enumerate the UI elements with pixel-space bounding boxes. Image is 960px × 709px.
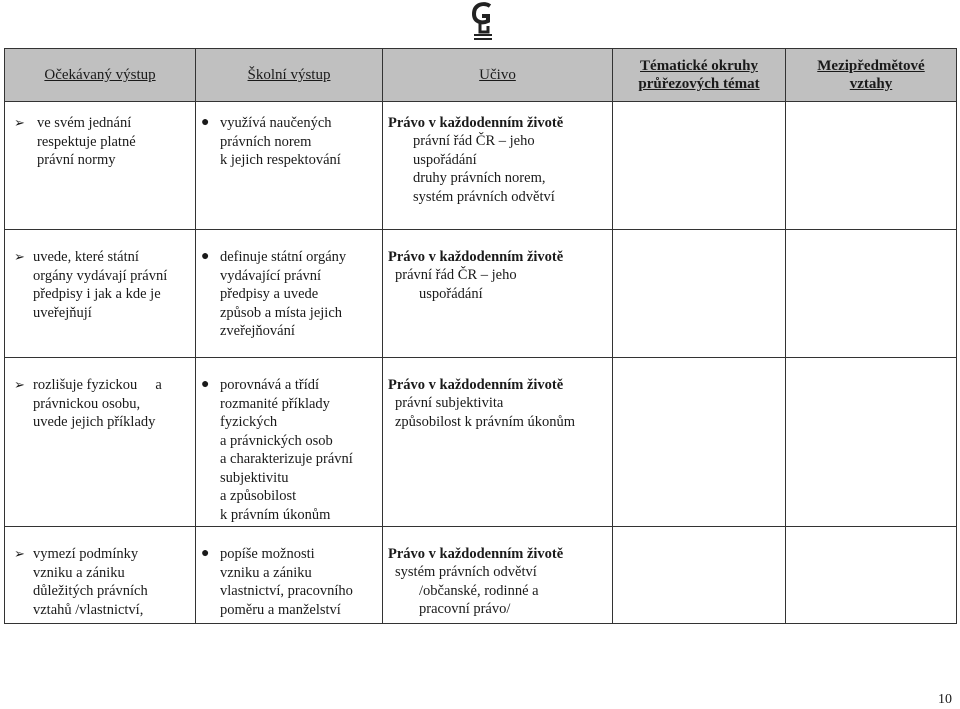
school-line: a způsobilost bbox=[220, 488, 297, 504]
school-line: a charakterizuje právní bbox=[220, 451, 353, 467]
subject-line: druhy právních norem, bbox=[413, 170, 546, 186]
subject-line: systém právních odvětví bbox=[395, 564, 537, 580]
expected-line: vzniku a zániku bbox=[33, 564, 125, 581]
page-number: 10 bbox=[938, 692, 952, 707]
subject-line: právní subjektivita bbox=[395, 395, 504, 411]
expected-line: uveřejňují bbox=[33, 304, 92, 321]
expected-output-cell bbox=[5, 376, 195, 544]
interdisciplinary-cell bbox=[786, 230, 957, 358]
curriculum-table bbox=[4, 48, 957, 624]
school-line: vydávající právní bbox=[220, 267, 322, 284]
arrow-bullet-icon: ➢ bbox=[14, 115, 25, 130]
subject-matter-cell bbox=[383, 248, 612, 375]
subject-line: uspořádání bbox=[419, 286, 483, 302]
school-output-cell bbox=[196, 248, 382, 375]
header-subject-matter: Učivo bbox=[383, 49, 613, 102]
expected-line: respektuje platné bbox=[37, 133, 136, 150]
subject-heading: Právo v každodenním životě bbox=[388, 115, 564, 131]
school-line: poměru a manželství bbox=[220, 601, 341, 618]
expected-line: právní normy bbox=[37, 152, 116, 168]
cross-curricular-cell bbox=[613, 230, 786, 358]
expected-line: důležitých právních bbox=[33, 583, 148, 599]
school-output-cell bbox=[196, 114, 382, 241]
expected-line: vztahů /vlastnictví, bbox=[33, 601, 144, 618]
expected-line: uvede jejich příklady bbox=[33, 414, 156, 430]
interdisciplinary-cell bbox=[786, 527, 957, 624]
header-cross-curricular-topics: Tématické okruhy průřezových témat bbox=[613, 49, 786, 102]
expected-line: vymezí podmínky bbox=[33, 546, 139, 562]
interdisciplinary-cell bbox=[786, 102, 957, 230]
table-header-row bbox=[5, 49, 957, 102]
header-interdisciplinary-relations: Mezipředmětové vztahy bbox=[786, 49, 957, 102]
school-line: porovnává a třídí bbox=[220, 377, 320, 393]
expected-line: právnickou osobu, bbox=[33, 395, 141, 412]
table-row bbox=[5, 230, 957, 358]
subject-matter-cell bbox=[383, 114, 612, 241]
school-line: popíše možnosti bbox=[220, 546, 315, 562]
school-line: vzniku a zániku bbox=[220, 564, 312, 581]
expected-output-cell bbox=[5, 248, 195, 375]
school-output-cell bbox=[196, 545, 382, 641]
subject-line: pracovní právo/ bbox=[419, 601, 511, 617]
subject-line: /občanské, rodinné a bbox=[419, 583, 539, 599]
expected-line: uvede, které státní bbox=[33, 249, 139, 265]
subject-matter-cell bbox=[383, 376, 612, 544]
school-line: definuje státní orgány bbox=[220, 249, 347, 265]
cross-curricular-cell bbox=[613, 527, 786, 624]
school-line: subjektivitu bbox=[220, 469, 289, 486]
cross-curricular-cell bbox=[613, 358, 786, 527]
expected-line: ve svém jednání bbox=[37, 115, 132, 131]
school-line: využívá naučených bbox=[220, 115, 332, 131]
school-line: předpisy a uvede bbox=[220, 286, 319, 302]
subject-line: způsobilost k právním úkonům bbox=[395, 414, 576, 430]
expected-output-cell bbox=[5, 545, 195, 641]
subject-heading: Právo v každodenním životě bbox=[388, 377, 564, 393]
school-output-cell bbox=[196, 376, 382, 544]
subject-line: systém právních odvětví bbox=[413, 189, 555, 205]
school-line: fyzických bbox=[220, 414, 278, 430]
subject-line: právní řád ČR – jeho bbox=[395, 267, 517, 283]
arrow-bullet-icon: ➢ bbox=[14, 249, 25, 264]
school-line: a právnických osob bbox=[220, 432, 333, 449]
arrow-bullet-icon: ➢ bbox=[14, 377, 25, 392]
header-expected-output: Očekávaný výstup bbox=[5, 49, 196, 102]
dot-bullet-icon: ● bbox=[201, 377, 210, 392]
dot-bullet-icon: ● bbox=[201, 115, 210, 130]
subject-heading: Právo v každodenním životě bbox=[388, 546, 564, 562]
expected-line: předpisy i jak a kde je bbox=[33, 286, 161, 302]
expected-output-cell bbox=[5, 114, 195, 241]
school-line: k právním úkonům bbox=[220, 506, 331, 523]
school-logo bbox=[470, 2, 496, 42]
table-row bbox=[5, 358, 957, 527]
school-line: zveřejňování bbox=[220, 323, 295, 339]
school-line: rozmanité příklady bbox=[220, 395, 330, 412]
school-line: právních norem bbox=[220, 133, 312, 150]
school-line: vlastnictví, pracovního bbox=[220, 583, 353, 599]
subject-matter-cell bbox=[383, 545, 612, 641]
expected-line: orgány vydávají právní bbox=[33, 267, 168, 284]
subject-line: uspořádání bbox=[413, 152, 477, 168]
subject-heading: Právo v každodenním životě bbox=[388, 249, 564, 265]
expected-line: rozlišuje fyzickou a bbox=[33, 377, 162, 393]
school-line: způsob a místa jejich bbox=[220, 304, 343, 321]
arrow-bullet-icon: ➢ bbox=[14, 546, 25, 561]
interdisciplinary-cell bbox=[786, 358, 957, 527]
school-line: k jejich respektování bbox=[220, 152, 341, 168]
dot-bullet-icon: ● bbox=[201, 546, 210, 561]
cross-curricular-cell bbox=[613, 102, 786, 230]
table-row bbox=[5, 102, 957, 230]
subject-line: právní řád ČR – jeho bbox=[413, 133, 535, 149]
dot-bullet-icon: ● bbox=[201, 249, 210, 264]
header-school-output: Školní výstup bbox=[196, 49, 383, 102]
